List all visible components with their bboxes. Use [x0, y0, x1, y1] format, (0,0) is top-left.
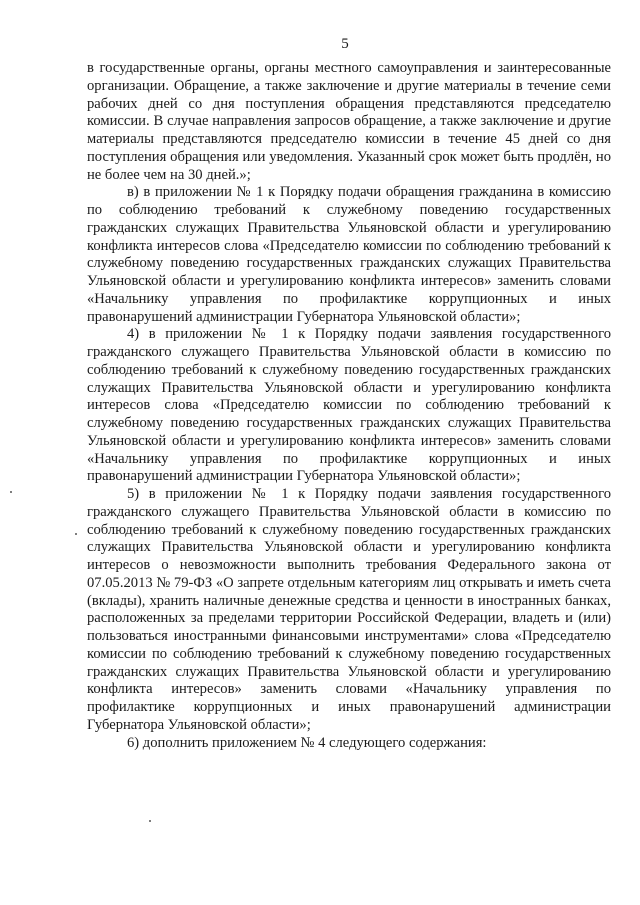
- paragraph-continuation: в государственные органы, органы местного самоуправления и заинтересованные организации. Обращение, а также заключение и другие материалы в течение семи рабочих дней со дня поступления обращения представляются председателю комиссии. В случае направления запросов обращение, а также заключение и другие материалы представляются председателю комиссии в течение 45 дней со дня поступления обращения или уведомления. Указанный срок может быть продлён, но не более чем на 30 дней.»;: [87, 60, 611, 183]
- paragraph-item-6: 6) дополнить приложением № 4 следующего содержания:: [127, 734, 487, 751]
- document-body: [87, 60, 611, 752]
- paragraph-item-4: 4) в приложении № 1 к Порядку подачи заявления государственного гражданского служащего Правительства Ульяновской области в комиссию по соблюдению требований к служебному поведению государственных гражданских служащих Правительства Ульяновской области и урегулированию конфликта интересов слова «Председателю комиссии по соблюдению требований к служебному поведению государственных гражданских служащих Правительства Ульяновской области и урегулированию конфликта интересов» заменить словами «Начальнику управления по профилактике коррупционных и иных правонарушений администрации Губернатора Ульяновской области»;: [87, 326, 611, 485]
- paragraph-item-v: в) в приложении № 1 к Порядку подачи обращения гражданина в комиссию по соблюдению требований к служебному поведению государственных гражданских служащих Правительства Ульяновской области и урегулированию конфликта интересов слова «Председателю комиссии по соблюдению требований к служебному поведению государственных гражданских служащих Правительства Ульяновской области и урегулированию конфликта интересов» заменить словами «Начальнику управления по профилактике коррупционных и иных правонарушений администрации Губернатора Ульяновской области»;: [87, 184, 611, 325]
- page-number: 5: [341, 36, 349, 52]
- scan-speck: [10, 491, 12, 493]
- scan-speck: [149, 820, 151, 822]
- scan-speck: [75, 533, 77, 535]
- paragraph-item-5: 5) в приложении № 1 к Порядку подачи заявления государственного гражданского служащего Правительства Ульяновской области в комиссию по соблюдению требований к служебному поведению государственных гражданских служащих Правительства Ульяновской области и урегулированию конфликта интересов о невозможности выполнить требования Федерального закона от 07.05.2013 № 79-ФЗ «О запрете отдельным категориям лиц открывать и иметь счета (вклады), хранить наличные денежные средства и ценности в иностранных банках, расположенных за пределами территории Российской Федерации, владеть и (или) пользоваться иностранными финансовыми инструментами» слова «Председателю комиссии по соблюдению требований к служебному поведению государственных гражданских служащих Правительства Ульяновской области и урегулированию конфликта интересов» заменить словами «Начальнику управления по профилактике коррупционных и иных правонарушений администрации Губернатора Ульяновской области»;: [87, 486, 611, 733]
